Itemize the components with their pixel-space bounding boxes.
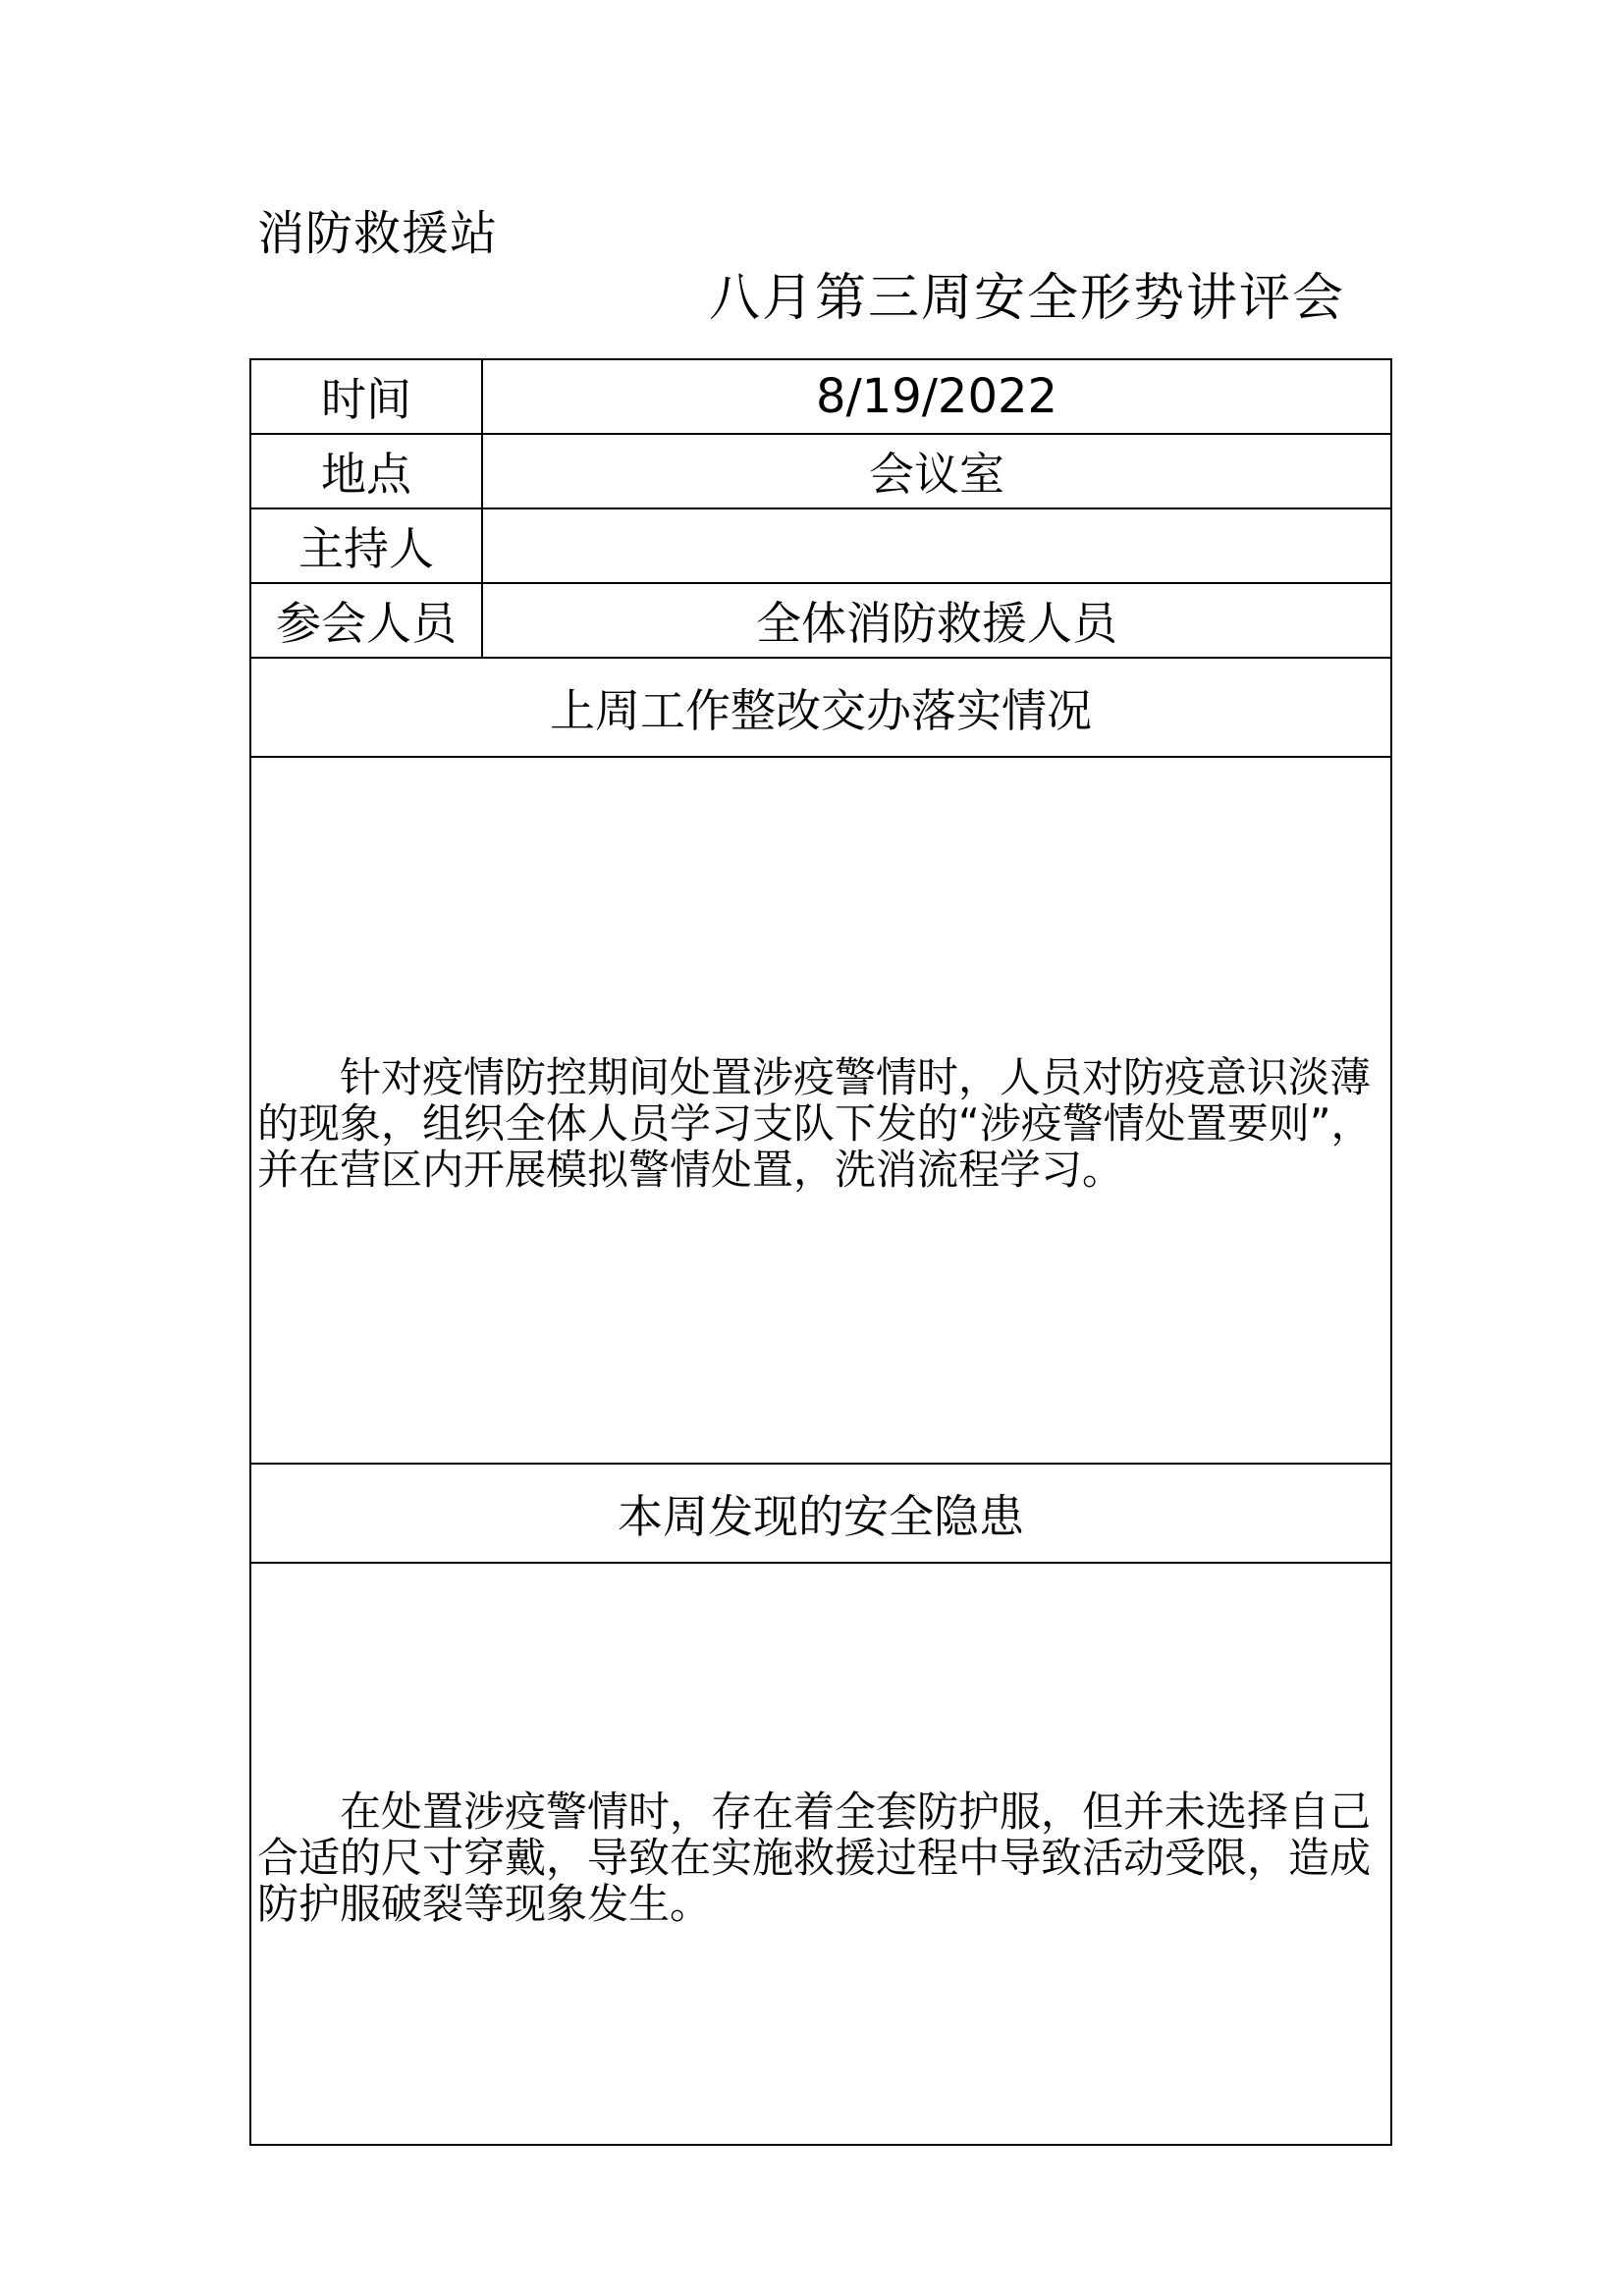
row-section-2-heading xyxy=(250,1464,1391,1563)
row-section-1-heading xyxy=(250,658,1391,757)
row-host xyxy=(250,508,1391,583)
section-body-hazards: 在处置涉疫警情时，存在着全套防护服，但并未选择自己合适的尺寸穿戴，导致在实施救援过程中导致活动受限，造成防护服破裂等现象发生。 xyxy=(257,1788,1372,1928)
time-label: 时间 xyxy=(250,359,482,434)
row-section-2-body xyxy=(250,1563,1391,2145)
section-body-cell-last-week xyxy=(250,757,1391,1464)
attendees-value: 全体消防救援人员 xyxy=(482,583,1391,658)
host-value xyxy=(482,508,1391,583)
location-label: 地点 xyxy=(250,434,482,508)
section-heading-last-week: 上周工作整改交办落实情况 xyxy=(250,658,1391,757)
attendees-label: 参会人员 xyxy=(250,583,482,658)
document-title: 八月第三周安全形势讲评会 xyxy=(709,269,1346,328)
time-value: 8/19/2022 xyxy=(482,359,1391,434)
organization-name: 消防救援站 xyxy=(257,206,499,261)
location-value: 会议室 xyxy=(482,434,1391,508)
section-heading-hazards: 本周发现的安全隐患 xyxy=(250,1464,1391,1563)
section-body-cell-hazards xyxy=(250,1563,1391,2145)
row-section-1-body xyxy=(250,757,1391,1464)
row-location xyxy=(250,434,1391,508)
row-time xyxy=(250,359,1391,434)
section-body-last-week: 针对疫情防控期间处置涉疫警情时，人员对防疫意识淡薄的现象，组织全体人员学习支队下发的“涉疫警情处置要则”，并在营区内开展模拟警情处置，洗消流程学习。 xyxy=(257,1052,1373,1194)
meeting-record-table xyxy=(249,358,1392,2146)
row-attendees xyxy=(250,583,1391,658)
host-label: 主持人 xyxy=(250,508,482,583)
